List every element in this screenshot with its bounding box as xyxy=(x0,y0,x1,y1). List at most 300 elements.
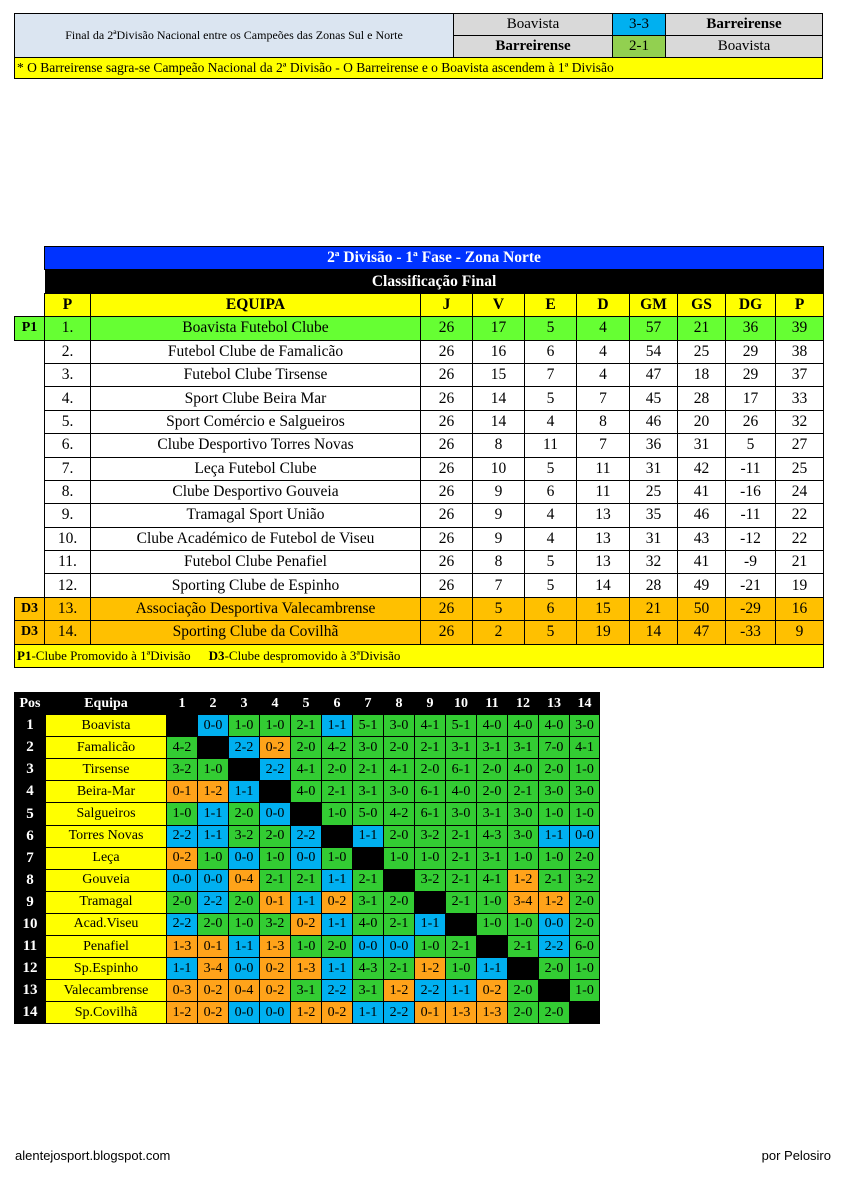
standings-row xyxy=(15,387,824,410)
match-result: 3-1 xyxy=(291,980,322,1002)
matrix-row xyxy=(15,847,600,869)
match-result: 2-1 xyxy=(446,869,477,891)
cell-points: 38 xyxy=(776,340,824,363)
cell-goal-diff: -12 xyxy=(726,527,776,550)
match-result: 2-1 xyxy=(260,869,291,891)
standings-row xyxy=(15,340,824,363)
matrix-team: Sp.Covilhã xyxy=(46,1002,167,1024)
header-goals-against: GS xyxy=(678,293,726,316)
cell-team: Clube Académico de Futebol de Viseu xyxy=(91,527,421,550)
standings-row xyxy=(15,457,824,480)
match-result: 2-2 xyxy=(229,737,260,759)
header-played: J xyxy=(421,293,473,316)
match-result: 0-2 xyxy=(322,1002,353,1024)
cell-points: 22 xyxy=(776,527,824,550)
cell-pos: 4. xyxy=(45,387,91,410)
match-result: 0-2 xyxy=(198,1002,229,1024)
match-result: 1-1 xyxy=(446,980,477,1002)
matrix-pos: 3 xyxy=(15,759,46,781)
match-result: 4-0 xyxy=(539,715,570,737)
match-result: 3-1 xyxy=(477,803,508,825)
cell-goals-against: 46 xyxy=(678,504,726,527)
match-result: 0-2 xyxy=(260,980,291,1002)
match-result: 0-2 xyxy=(291,913,322,935)
matrix-self-cell xyxy=(570,1002,600,1024)
cell-points: 32 xyxy=(776,410,824,433)
cell-drawn: 4 xyxy=(525,527,577,550)
match-result: 2-0 xyxy=(570,913,600,935)
matrix-header-team: Equipa xyxy=(46,693,167,715)
cell-team: Clube Desportivo Torres Novas xyxy=(91,434,421,457)
cell-played: 26 xyxy=(421,597,473,620)
match-result: 2-1 xyxy=(446,825,477,847)
cell-goals-against: 50 xyxy=(678,597,726,620)
match-result: 0-0 xyxy=(229,958,260,980)
cell-goals-against: 20 xyxy=(678,410,726,433)
match-result: 3-2 xyxy=(570,869,600,891)
cell-team: Sporting Clube da Covilhã xyxy=(91,621,421,644)
leg2-away-team: Boavista xyxy=(666,36,823,58)
cell-goal-diff: 29 xyxy=(726,363,776,386)
matrix-column-header: 1 xyxy=(167,693,198,715)
cell-pos: 9. xyxy=(45,504,91,527)
cell-goals-against: 28 xyxy=(678,387,726,410)
cell-goals-for: 25 xyxy=(630,480,678,503)
match-result: 1-1 xyxy=(167,958,198,980)
cell-pos: 1. xyxy=(45,317,91,340)
header-pos: P xyxy=(45,293,91,316)
match-result: 1-0 xyxy=(260,847,291,869)
standings-row xyxy=(15,527,824,550)
match-result: 1-0 xyxy=(508,847,539,869)
cell-goal-diff: -16 xyxy=(726,480,776,503)
cell-goals-against: 25 xyxy=(678,340,726,363)
matrix-row xyxy=(15,759,600,781)
match-result: 1-2 xyxy=(384,980,415,1002)
match-result: 0-2 xyxy=(198,980,229,1002)
cell-goal-diff: 5 xyxy=(726,434,776,457)
match-result: 3-0 xyxy=(570,715,600,737)
leg2-home-team: Barreirense xyxy=(454,36,613,58)
match-result: 1-1 xyxy=(322,958,353,980)
header-lost: D xyxy=(577,293,630,316)
matrix-self-cell xyxy=(291,803,322,825)
match-result: 0-2 xyxy=(477,980,508,1002)
cell-team: Sporting Clube de Espinho xyxy=(91,574,421,597)
matrix-row xyxy=(15,737,600,759)
matrix-pos: 5 xyxy=(15,803,46,825)
leg2-score: 2-1 xyxy=(613,36,666,58)
cell-goals-for: 14 xyxy=(630,621,678,644)
matrix-header-row xyxy=(15,693,600,715)
cell-drawn: 5 xyxy=(525,621,577,644)
match-result: 1-0 xyxy=(539,803,570,825)
standings-table xyxy=(14,246,824,668)
match-result: 1-0 xyxy=(229,715,260,737)
match-result: 2-1 xyxy=(353,759,384,781)
match-result: 1-3 xyxy=(477,1002,508,1024)
cell-won: 10 xyxy=(473,457,525,480)
footer-author: por Pelosiro xyxy=(761,1148,831,1163)
standings-legend-row xyxy=(15,644,824,667)
match-result: 2-0 xyxy=(477,759,508,781)
cell-drawn: 5 xyxy=(525,551,577,574)
cell-played: 26 xyxy=(421,340,473,363)
cell-goals-for: 45 xyxy=(630,387,678,410)
matrix-self-cell xyxy=(322,825,353,847)
status-mark: D3 xyxy=(15,621,45,644)
cell-points: 39 xyxy=(776,317,824,340)
match-result: 3-0 xyxy=(508,825,539,847)
match-result: 1-1 xyxy=(198,803,229,825)
footer-site: alentejosport.blogspot.com xyxy=(15,1148,171,1163)
match-result: 1-1 xyxy=(353,1002,384,1024)
match-result: 1-0 xyxy=(446,958,477,980)
match-result: 1-1 xyxy=(322,869,353,891)
standings-row xyxy=(15,574,824,597)
cell-goal-diff: -9 xyxy=(726,551,776,574)
cell-goal-diff: 36 xyxy=(726,317,776,340)
cell-drawn: 7 xyxy=(525,363,577,386)
header-points: P xyxy=(776,293,824,316)
cell-won: 2 xyxy=(473,621,525,644)
cell-played: 26 xyxy=(421,621,473,644)
cell-pos: 11. xyxy=(45,551,91,574)
match-result: 2-0 xyxy=(539,1002,570,1024)
leg1-score: 3-3 xyxy=(613,14,666,36)
match-result: 1-1 xyxy=(415,913,446,935)
matrix-team: Leça xyxy=(46,847,167,869)
matrix-row xyxy=(15,715,600,737)
match-result: 1-3 xyxy=(260,936,291,958)
matrix-column-header: 4 xyxy=(260,693,291,715)
matrix-self-cell xyxy=(446,913,477,935)
results-matrix xyxy=(14,692,600,1024)
cell-lost: 4 xyxy=(577,363,630,386)
match-result: 1-0 xyxy=(570,958,600,980)
match-result: 1-0 xyxy=(167,803,198,825)
match-result: 0-0 xyxy=(167,869,198,891)
match-result: 1-2 xyxy=(167,1002,198,1024)
legend-d3-code: D3 xyxy=(208,647,225,663)
matrix-team: Salgueiros xyxy=(46,803,167,825)
cell-won: 14 xyxy=(473,387,525,410)
cell-lost: 4 xyxy=(577,340,630,363)
cell-team: Clube Desportivo Gouveia xyxy=(91,480,421,503)
header-goals-for: GM xyxy=(630,293,678,316)
match-result: 2-2 xyxy=(260,759,291,781)
match-result: 2-1 xyxy=(446,936,477,958)
match-result: 0-0 xyxy=(291,847,322,869)
match-result: 4-2 xyxy=(167,737,198,759)
match-result: 2-2 xyxy=(291,825,322,847)
matrix-column-header: 6 xyxy=(322,693,353,715)
matrix-column-header: 5 xyxy=(291,693,322,715)
match-result: 3-1 xyxy=(353,891,384,913)
match-result: 5-1 xyxy=(353,715,384,737)
match-result: 4-2 xyxy=(384,803,415,825)
match-result: 3-2 xyxy=(229,825,260,847)
matrix-row xyxy=(15,781,600,803)
matrix-team: Acad.Viseu xyxy=(46,913,167,935)
match-result: 4-1 xyxy=(384,759,415,781)
match-result: 1-0 xyxy=(322,803,353,825)
header-team: EQUIPA xyxy=(91,293,421,316)
match-result: 1-0 xyxy=(384,847,415,869)
match-result: 2-1 xyxy=(446,847,477,869)
matrix-column-header: 11 xyxy=(477,693,508,715)
match-result: 2-0 xyxy=(229,803,260,825)
match-result: 2-0 xyxy=(539,958,570,980)
standings-row xyxy=(15,597,824,620)
cell-goals-against: 47 xyxy=(678,621,726,644)
match-result: 2-1 xyxy=(291,715,322,737)
match-result: 4-1 xyxy=(415,715,446,737)
match-result: 1-2 xyxy=(198,781,229,803)
matrix-row xyxy=(15,891,600,913)
match-result: 0-2 xyxy=(322,891,353,913)
final-note: * O Barreirense sagra-se Campeão Nacional da 2ª Divisão - O Barreirense e o Boavista ascendem à 1ª Divisão xyxy=(15,58,823,79)
legend-d3-text: -Clube despromovido à 3ªDivisão xyxy=(224,647,401,663)
standings-row xyxy=(15,434,824,457)
standings-row xyxy=(15,551,824,574)
match-result: 3-4 xyxy=(508,891,539,913)
match-result: 3-0 xyxy=(446,803,477,825)
match-result: 1-1 xyxy=(322,715,353,737)
match-result: 3-1 xyxy=(446,737,477,759)
match-result: 2-1 xyxy=(384,913,415,935)
cell-goal-diff: -33 xyxy=(726,621,776,644)
standings-row xyxy=(15,504,824,527)
match-result: 1-0 xyxy=(198,759,229,781)
cell-pos: 6. xyxy=(45,434,91,457)
match-result: 1-0 xyxy=(198,847,229,869)
match-result: 2-0 xyxy=(539,759,570,781)
cell-won: 8 xyxy=(473,434,525,457)
matrix-team: Valecambrense xyxy=(46,980,167,1002)
match-result: 6-0 xyxy=(570,936,600,958)
cell-goals-for: 21 xyxy=(630,597,678,620)
match-result: 2-0 xyxy=(322,759,353,781)
header-goal-diff: DG xyxy=(726,293,776,316)
match-result: 2-1 xyxy=(384,958,415,980)
match-result: 1-0 xyxy=(415,936,446,958)
match-result: 3-4 xyxy=(198,958,229,980)
match-result: 4-1 xyxy=(570,737,600,759)
match-result: 2-1 xyxy=(446,891,477,913)
cell-pos: 3. xyxy=(45,363,91,386)
cell-goals-for: 36 xyxy=(630,434,678,457)
matrix-column-header: 2 xyxy=(198,693,229,715)
match-result: 3-2 xyxy=(415,825,446,847)
matrix-team: Tirsense xyxy=(46,759,167,781)
match-result: 2-0 xyxy=(415,759,446,781)
cell-lost: 7 xyxy=(577,387,630,410)
match-result: 2-1 xyxy=(539,869,570,891)
cell-drawn: 4 xyxy=(525,410,577,433)
match-result: 2-1 xyxy=(291,869,322,891)
matrix-pos: 2 xyxy=(15,737,46,759)
matrix-row xyxy=(15,980,600,1002)
cell-played: 26 xyxy=(421,387,473,410)
match-result: 0-0 xyxy=(229,1002,260,1024)
cell-team: Boavista Futebol Clube xyxy=(91,317,421,340)
legend-p1-text: -Clube Promovido à 1ªDivisão xyxy=(31,647,191,663)
match-result: 4-0 xyxy=(477,715,508,737)
match-result: 1-0 xyxy=(539,847,570,869)
match-result: 3-1 xyxy=(508,737,539,759)
cell-played: 26 xyxy=(421,363,473,386)
match-result: 1-0 xyxy=(477,913,508,935)
cell-team: Associação Desportiva Valecambrense xyxy=(91,597,421,620)
cell-won: 8 xyxy=(473,551,525,574)
match-result: 2-1 xyxy=(415,737,446,759)
match-result: 1-0 xyxy=(570,803,600,825)
header-won: V xyxy=(473,293,525,316)
match-result: 1-1 xyxy=(539,825,570,847)
matrix-column-header: 7 xyxy=(353,693,384,715)
match-result: 1-1 xyxy=(353,825,384,847)
cell-goals-against: 43 xyxy=(678,527,726,550)
match-result: 1-1 xyxy=(322,913,353,935)
standings-row xyxy=(15,621,824,644)
match-result: 1-0 xyxy=(508,913,539,935)
cell-goal-diff: -21 xyxy=(726,574,776,597)
final-leg1-row xyxy=(15,14,823,36)
match-result: 1-2 xyxy=(539,891,570,913)
matrix-pos: 13 xyxy=(15,980,46,1002)
standings-row xyxy=(15,317,824,340)
match-result: 3-1 xyxy=(477,847,508,869)
match-result: 2-0 xyxy=(198,913,229,935)
cell-team: Futebol Clube Penafiel xyxy=(91,551,421,574)
cell-goals-against: 41 xyxy=(678,480,726,503)
cell-goals-against: 21 xyxy=(678,317,726,340)
cell-lost: 8 xyxy=(577,410,630,433)
cell-lost: 14 xyxy=(577,574,630,597)
match-result: 0-3 xyxy=(167,980,198,1002)
cell-lost: 11 xyxy=(577,480,630,503)
matrix-pos: 4 xyxy=(15,781,46,803)
cell-pos: 8. xyxy=(45,480,91,503)
match-result: 0-4 xyxy=(229,869,260,891)
match-result: 1-1 xyxy=(291,891,322,913)
cell-lost: 13 xyxy=(577,504,630,527)
match-result: 4-0 xyxy=(508,715,539,737)
match-result: 1-3 xyxy=(291,958,322,980)
match-result: 4-3 xyxy=(477,825,508,847)
matrix-self-cell xyxy=(260,781,291,803)
matrix-row xyxy=(15,825,600,847)
matrix-team: Boavista xyxy=(46,715,167,737)
standings-row xyxy=(15,363,824,386)
match-result: 0-0 xyxy=(384,936,415,958)
match-result: 2-2 xyxy=(539,936,570,958)
cell-team: Tramagal Sport União xyxy=(91,504,421,527)
matrix-pos: 1 xyxy=(15,715,46,737)
match-result: 2-0 xyxy=(477,781,508,803)
matrix-team: Famalicão xyxy=(46,737,167,759)
matrix-pos: 8 xyxy=(15,869,46,891)
matrix-self-cell xyxy=(384,869,415,891)
cell-goals-for: 47 xyxy=(630,363,678,386)
match-result: 0-0 xyxy=(198,869,229,891)
match-result: 3-2 xyxy=(260,913,291,935)
standings-header-row xyxy=(15,293,824,316)
match-result: 1-1 xyxy=(229,936,260,958)
match-result: 2-2 xyxy=(322,980,353,1002)
standings-title: 2ª Divisão - 1ª Fase - Zona Norte xyxy=(45,247,824,270)
matrix-column-header: 13 xyxy=(539,693,570,715)
matrix-column-header: 3 xyxy=(229,693,260,715)
cell-points: 21 xyxy=(776,551,824,574)
leg1-away-team: Barreirense xyxy=(666,14,823,36)
cell-won: 9 xyxy=(473,527,525,550)
cell-drawn: 5 xyxy=(525,574,577,597)
match-result: 6-1 xyxy=(415,803,446,825)
match-result: 2-0 xyxy=(229,891,260,913)
match-result: 3-0 xyxy=(384,715,415,737)
match-result: 2-0 xyxy=(322,936,353,958)
match-result: 0-0 xyxy=(260,803,291,825)
final-results-table xyxy=(14,13,823,79)
match-result: 2-0 xyxy=(384,825,415,847)
matrix-self-cell xyxy=(198,737,229,759)
match-result: 0-1 xyxy=(415,1002,446,1024)
cell-pos: 12. xyxy=(45,574,91,597)
cell-won: 14 xyxy=(473,410,525,433)
matrix-column-header: 14 xyxy=(570,693,600,715)
cell-points: 24 xyxy=(776,480,824,503)
match-result: 1-0 xyxy=(291,936,322,958)
cell-team: Futebol Clube de Famalicão xyxy=(91,340,421,363)
matrix-team: Sp.Espinho xyxy=(46,958,167,980)
match-result: 2-1 xyxy=(353,869,384,891)
match-result: 1-1 xyxy=(477,958,508,980)
cell-goals-against: 42 xyxy=(678,457,726,480)
cell-lost: 13 xyxy=(577,527,630,550)
final-note-row xyxy=(15,58,823,79)
match-result: 3-1 xyxy=(353,781,384,803)
cell-goals-for: 31 xyxy=(630,457,678,480)
match-result: 1-0 xyxy=(570,980,600,1002)
cell-points: 25 xyxy=(776,457,824,480)
cell-goal-diff: 17 xyxy=(726,387,776,410)
cell-played: 26 xyxy=(421,551,473,574)
matrix-row xyxy=(15,803,600,825)
cell-lost: 4 xyxy=(577,317,630,340)
status-mark: P1 xyxy=(15,317,45,340)
match-result: 0-1 xyxy=(167,781,198,803)
matrix-self-cell xyxy=(353,847,384,869)
cell-played: 26 xyxy=(421,434,473,457)
matrix-team: Tramagal xyxy=(46,891,167,913)
cell-drawn: 6 xyxy=(525,480,577,503)
match-result: 2-0 xyxy=(570,891,600,913)
match-result: 1-2 xyxy=(291,1002,322,1024)
match-result: 3-0 xyxy=(353,737,384,759)
standings-row xyxy=(15,480,824,503)
match-result: 2-0 xyxy=(508,980,539,1002)
cell-played: 26 xyxy=(421,504,473,527)
matrix-pos: 9 xyxy=(15,891,46,913)
match-result: 0-1 xyxy=(198,936,229,958)
match-result: 4-0 xyxy=(446,781,477,803)
cell-pos: 10. xyxy=(45,527,91,550)
cell-played: 26 xyxy=(421,527,473,550)
match-result: 4-3 xyxy=(353,958,384,980)
cell-points: 27 xyxy=(776,434,824,457)
